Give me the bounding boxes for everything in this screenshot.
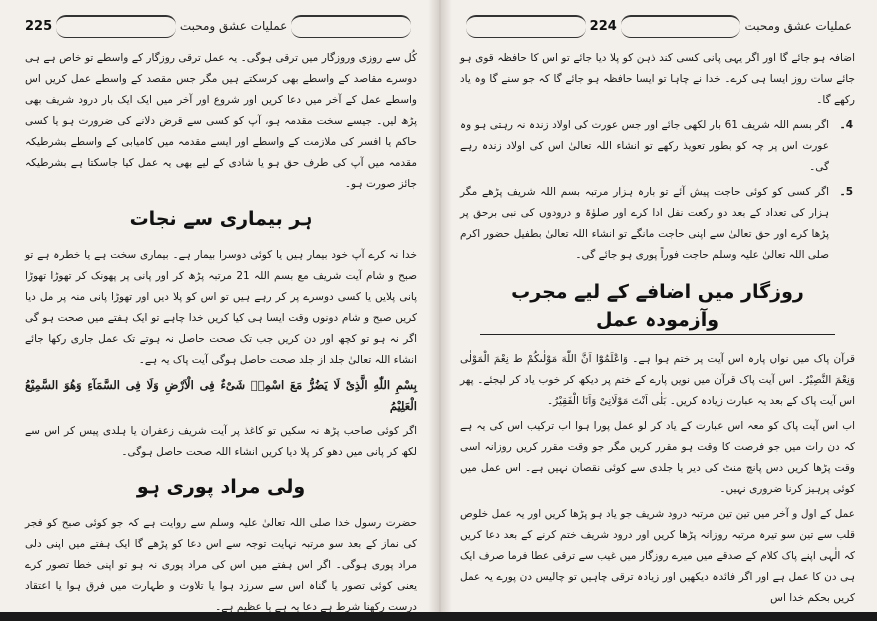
- healing-verse: بِسْمِ اللّٰهِ الَّذِیْ لَا یَضُرُّ مَعَ اسْمِهٖ شَیْءٌ فِی الْاَرْضِ وَلَا فِی السَّمَآءِ وَهُوَ السَّمِیْعُ الْعَلِیْمُ: [25, 378, 417, 413]
- left-page-number: 225: [25, 18, 53, 34]
- list-item-number: 4۔: [839, 119, 853, 131]
- left-page-content: [25, 48, 417, 612]
- header-ornament: [291, 15, 411, 38]
- header-ornament: [466, 15, 586, 38]
- book-gutter: [428, 0, 452, 612]
- wish-paragraph: حضرت رسول خدا صلی اللہ تعالیٰ علیہ وسلم سے روایت ہے کہ جو کوئی صبح کو فجر کی نماز کے بعد سو مرتبہ نہایت توجہ سے اس دعا کو پڑھے گا ایک ہفتے میں اپنی دلی مراد پوری ہوگی۔ اگر اس ہفتے میں اس کی مراد پوری نہ ہو تو اپنی خطا تصور کرے یعنی کوئی تصور یا گناہ اس سے سرزد ہوا یا تلاوت و طہارت میں فرق ہوا یا اعتقاد درست رکھنا شرط ہے دعا یہ ہے یا عظیم ہے۔: [25, 517, 417, 612]
- right-page: [440, 0, 877, 612]
- right-page-header: [462, 12, 852, 40]
- list-item: [460, 115, 855, 178]
- right-intro-paragraph: اضافہ ہو جائے گا اور اگر یہی پانی کسی کند ذہن کو پلا دیا جائے تو اس کا حافظہ قوی ہو جائے سات روز ایسا ہی کرے۔ خدا نے چاہا تو ایسا حافظہ ہو جائے گا کہ جو سنے گا وہ یاد رکھے گا۔: [460, 52, 855, 106]
- right-page-number: 224: [589, 18, 617, 34]
- section-heading-livelihood: روزگار میں اضافے کے لیے مجرب وآزمودہ عمل: [480, 278, 835, 335]
- left-running-head: عملیات عشق ومحبت: [179, 19, 288, 33]
- left-intro-paragraph: کُل سے روزی وروزگار میں ترقی ہوگی۔ یہ عمل ترقی روزگار کے واسطے تو خاص ہے ہی دوسرے مقاصد کے واسطے بھی کرسکتے ہیں مگر جس مقصد کے واسطے عمل کریں اس واسطے عمل کے آخر میں دعا کریں اور شروع اور آخر میں ایک ایک بار درود شریف بھی پڑھ لیں۔ جیسے سخت مقدمہ ہو، آپ کو کسی سے قرض دلانے کی ضرورت ہو یا کسی حاکم یا افسر کی ملازمت کے واسطے اور ایسے مقدمہ میں کامیابی کے واسطے بشرطیکہ مقدمہ میں آپ کی طرف حق ہو یا شادی کے لیے بھی یہ عمل کیا جاسکتا ہے بشرطیکہ جائز صورت ہو۔: [25, 52, 417, 190]
- left-page: [0, 0, 440, 612]
- list-item-text: اگر کسی کو کوئی حاجت پیش آئے تو بارہ ہزار مرتبہ بسم اللہ شریف پڑھے مگر ہزار کی تعداد کے بعد دو رکعت نفل ادا کرے اور صلوٰۃ و درودوں کی نبی برحق پر پڑھا کرے اور حق تعالیٰ سے اپنی حاجت مانگے تو انشاء اللہ تعالیٰ بطفیل حضور اکرم صلی اللہ تعالیٰ علیہ وسلم حاجت فوراً پوری ہو جائے گی۔: [460, 186, 829, 261]
- right-running-head: عملیات عشق ومحبت: [744, 19, 853, 33]
- header-ornament: [56, 15, 176, 38]
- list-item-text: اگر بسم اللہ شریف 61 بار لکھی جائے اور جس عورت کی اولاد زندہ نہ رہتی ہو وہ عورت اس پر چہ کو بطور تعویذ رکھے تو انشاء اللہ تعالیٰ اس کی اولاد زندہ رہے گی۔: [460, 119, 830, 173]
- livelihood-paragraph: قرآن پاک میں نواں پارہ اس آیت پر ختم ہوا ہے۔ وَاعْلَمُوْٓا اَنَّ اللّٰهَ مَوْلٰىكُمْ ط نِعْمَ الْمَوْلٰى وَنِعْمَ النَّصِیْرُ۔ اس آیت پاک قرآن میں نویں پارے کے ختم پر دیکھ کر خوب یاد کر لیجئے۔ پھر اس آیت پاک کے بعد یہ عبارت زیادہ کریں۔ بَلٰى اَنْتَ مَوْلَانِیْ وَاَنَا الْفَقِیْرُ۔: [460, 353, 855, 407]
- numbered-list: [460, 115, 855, 266]
- section-heading-wish: ولی مراد پوری ہو: [136, 476, 306, 498]
- left-page-header: [25, 12, 415, 40]
- section-heading-healing: ہر بیماری سے نجات: [129, 208, 313, 230]
- right-page-content: [460, 48, 855, 612]
- livelihood-paragraph: اب اس آیت پاک کو معہ اس عبارت کے یاد کر لو عمل پورا ہوا اب ترکیب اس کی یہ ہے کہ دن رات میں جو فرصت کا وقت ہو مقرر کریں مگر جو وقت مقرر کریں روزانہ اسی وقت پڑھا کریں دس پانچ منٹ کی دیر یا جلدی سے کوئی نقصان نہیں ہے۔ اس عمل میں کوئی پرہیز کرنا ضروری نہیں۔: [460, 420, 855, 495]
- list-item: [460, 182, 855, 266]
- list-item-number: 5۔: [839, 186, 853, 198]
- healing-paragraph: خدا نہ کرے آپ خود بیمار ہیں یا کوئی دوسرا بیمار ہے۔ بیماری سخت ہے یا خطرہ ہے تو صبح و شام آیت شریف مع بسم اللہ 21 مرتبہ پڑھ کر اور پانی پر پھونک کر تھوڑا تھوڑا پانی پلایں یا کسی دوسرے پر کر رہے ہیں تو اس کو پلا دیں اور تھوڑا پانی منہ پر مل دیا کریں صبح و شام دونوں وقت ایسا ہی کیا کریں خدا چاہے تو ایک ہفتے میں صحت ہو گی اگر نہ ہو تو کچھ اور دن کریں جب تک صحت حاصل نہ ہوتے تک عمل جاری رکھا جائے انشاء اللہ تعالیٰ جلد از جلد صحت حاصل ہوگی آیت پاک یہ ہے۔: [25, 249, 417, 366]
- livelihood-paragraph: عمل کے اول و آخر میں تین تین مرتبہ درود شریف جو یاد ہو پڑھا کریں اور یہ عمل خلوص قلب سے تین سو تیرہ مرتبہ روزانہ پڑھا کریں اور درود شریف ختم کرنے کے بعد دعا کریں کہ الٰہی اپنے پاک کلام کے صدقے میں میرے روزگار میں غیب سے ترقی عطا فرما صرف ایک ہی دن کا عمل ہے اور اگر فائدہ دیکھیں اور زیادہ ترقی چاہیں تو چالیس دن پورے یہ عمل کریں بحکم خدا اس: [460, 508, 855, 604]
- healing-note: اگر کوئی صاحب پڑھ نہ سکیں تو کاغذ پر آیت شریف زعفران یا ہلدی پیس کر اس سے لکھ کر پانی میں دھو کر پلا دیا کریں انشاء اللہ صحت حاصل ہوگی۔: [25, 425, 417, 458]
- header-ornament: [621, 15, 741, 38]
